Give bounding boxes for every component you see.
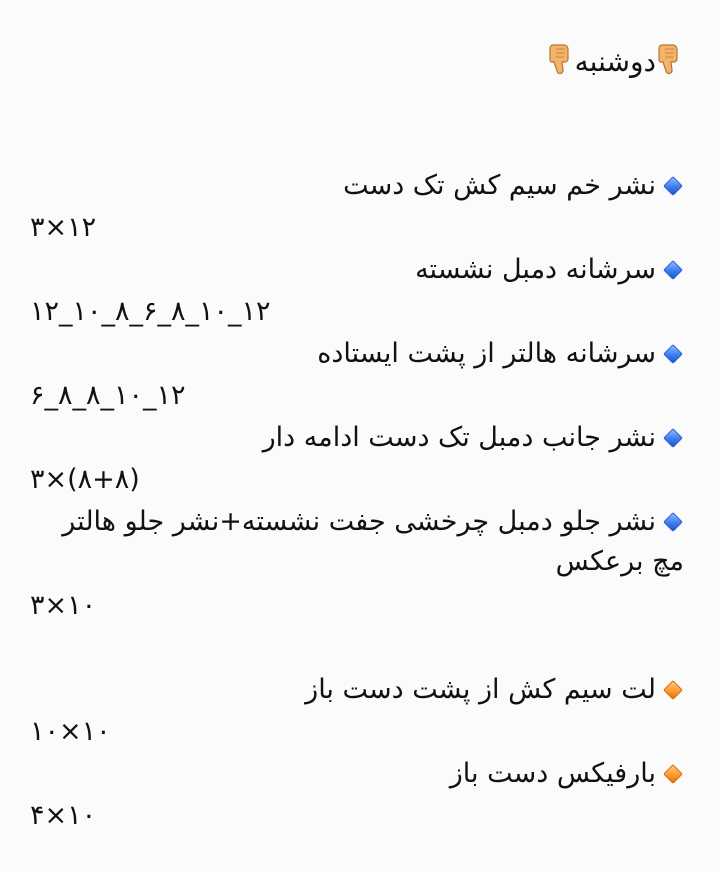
small-blue-diamond-icon: [663, 428, 683, 448]
exercise-name-text: نشر خم سیم کش تک دست: [343, 170, 656, 201]
exercise-name: [305, 670, 684, 710]
exercise-name: [44, 502, 684, 582]
small-blue-diamond-icon: [663, 344, 683, 364]
thumbs-down-icon: [549, 43, 573, 77]
day-title: دوشنبه: [574, 45, 656, 78]
small-blue-diamond-icon: [663, 260, 683, 280]
exercise-name-text: نشر جلو دمبل چرخشی جفت نشسته+نشر جلو هالتر مچ برعکس: [62, 506, 684, 577]
exercise-sets: ۱۲_۱۰_۸_۶_۸_۱۰_۱۲: [30, 296, 271, 327]
exercise-name-text: سرشانه دمبل نشسته: [415, 254, 656, 285]
exercise-name-text: لت سیم کش از پشت دست باز: [305, 674, 656, 705]
small-blue-diamond-icon: [663, 512, 683, 532]
exercise-name: [450, 754, 684, 794]
exercise-sets: ۱۰×۱۰: [30, 716, 111, 747]
thumbs-down-icon: [658, 43, 682, 77]
exercise-name: [263, 418, 684, 458]
exercise-sets: ۶_۸_۸_۱۰_۱۲: [30, 380, 186, 411]
exercise-name-text: نشر جانب دمبل تک دست ادامه دار: [262, 422, 656, 453]
exercise-name: [343, 166, 684, 206]
exercise-name: [317, 334, 684, 374]
exercise-name-text: سرشانه هالتر از پشت ایستاده: [317, 338, 656, 369]
exercise-sets: ۴×۱۰: [30, 800, 97, 831]
small-blue-diamond-icon: [663, 176, 683, 196]
small-orange-diamond-icon: [663, 680, 683, 700]
exercise-name-text: بارفیکس دست باز: [449, 758, 656, 789]
small-orange-diamond-icon: [663, 764, 683, 784]
exercise-sets: ۳×(۸+۸): [30, 464, 140, 495]
exercise-sets: ۳×۱۲: [30, 212, 97, 243]
exercise-sets: ۳×۱۰: [30, 590, 97, 621]
day-title-line: [547, 42, 684, 82]
exercise-name: [415, 250, 684, 290]
